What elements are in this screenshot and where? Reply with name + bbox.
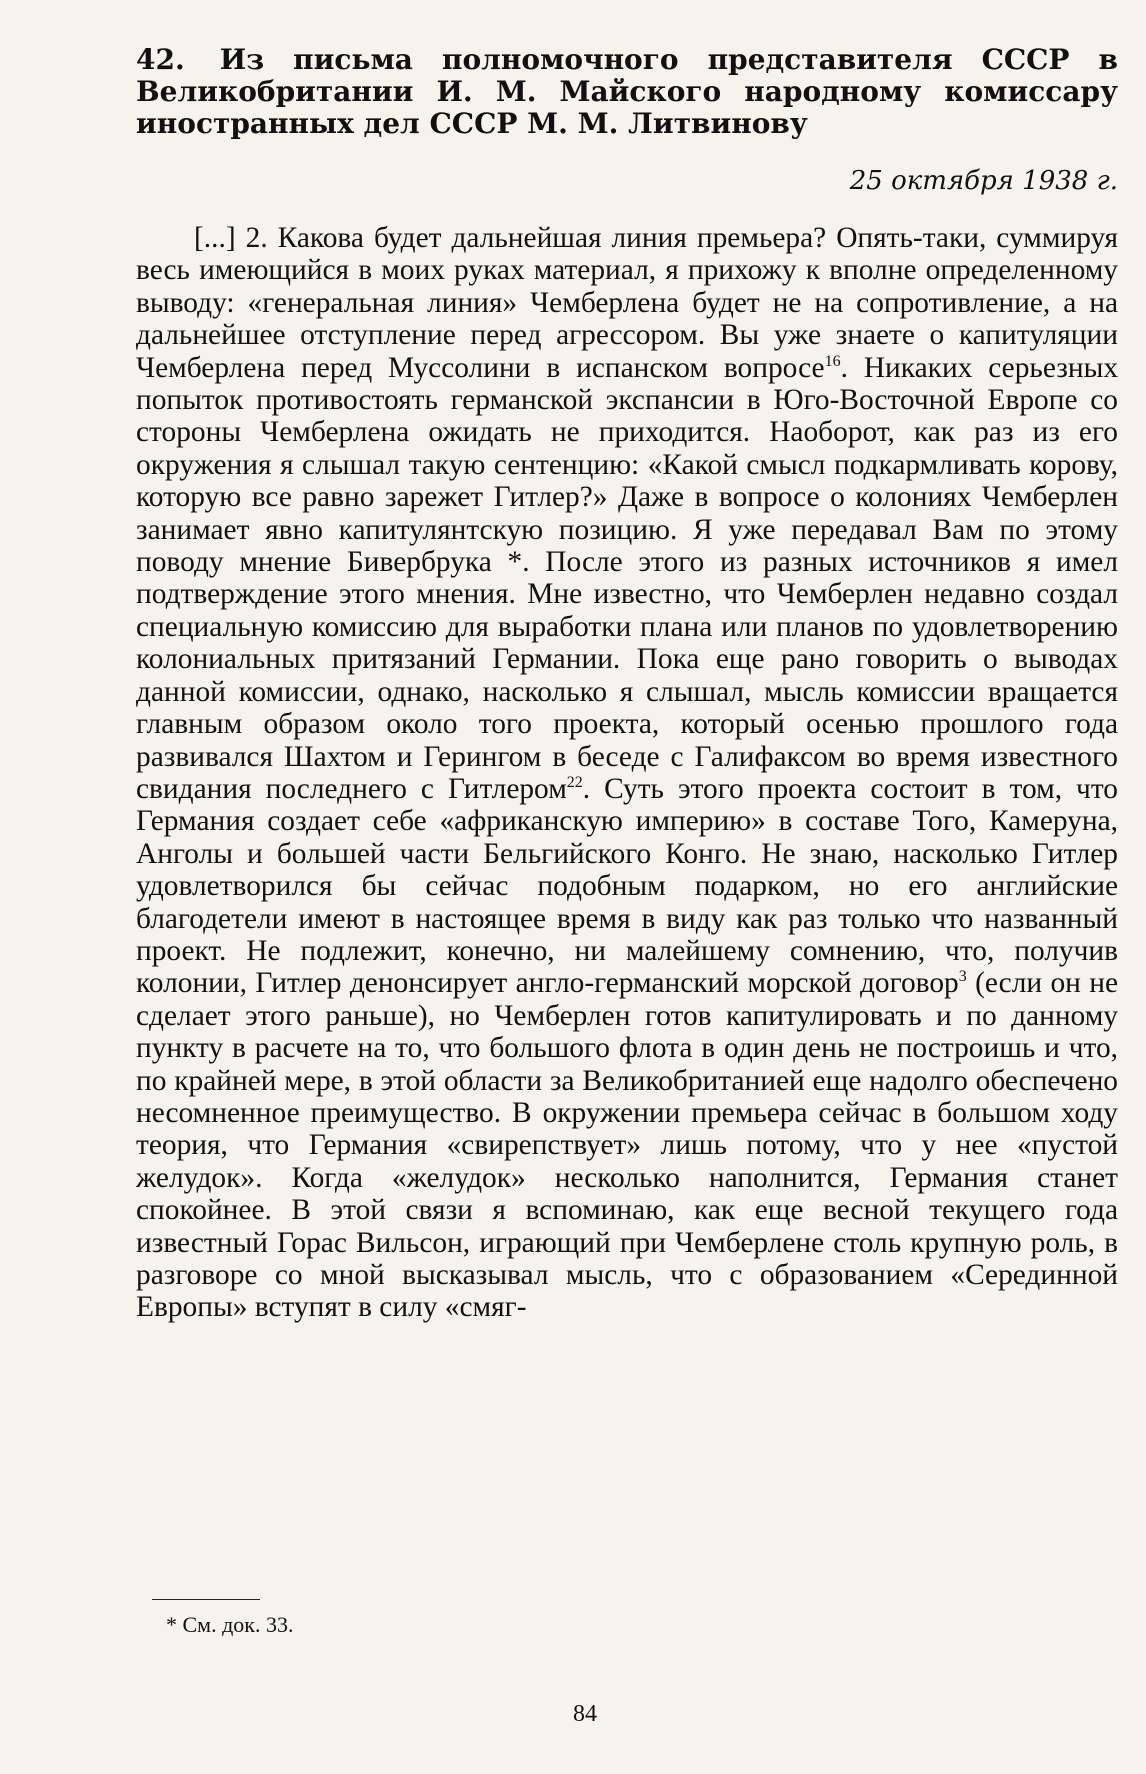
page-number: 84 [573, 1701, 597, 1727]
footnote: * См. док. 33. [166, 1612, 294, 1637]
document-title: Из письма полномочного представителя СССР в Великобритании И. М. Майского народному комиссару иностранных дел СССР М. М. Литвинову [136, 43, 1118, 140]
document-number: 42. [136, 43, 185, 76]
document-date: 25 октября 1938 г. [849, 166, 1118, 196]
footnote-divider [152, 1599, 260, 1600]
text-segment: (если он не сделает этого раньше), но Чемберлен готов капитулировать и по данному пункту в расчете на то, что большого флота в один день не построишь и что, по крайней мере, в этой области за Великобританией еще надолго обеспечено несомненное преимущество. В окружении премьера сейчас в большом ходу теория, что Германия «свирепствует» лишь потому, что у нее «пустой желудок». Когда «желудок» несколько наполнится, Германия станет спокойнее. В этой связи я вспоминаю, как еще весной текущего года известный Горас Вильсон, играющий при Чемберлене столь крупную роль, в разговоре со мной высказывал мысль, что с образованием «Серединной Европы» вступят в силу «смяг- [136, 967, 1118, 1324]
text-segment: . Никаких серьезных попыток противостоять германской экспансии в Юго-Восточной Европе со стороны Чемберлена ожидать не приходится. Наоборот, как раз из его окружения я слышал такую сентенцию: «Какой смысл подкармливать корову, которую все равно зарежет Гитлер?» Даже в вопросе о колониях Чемберлен занимает явно капитулянтскую позицию. Я уже передавал Вам по этому поводу мнение Бивербрука [136, 351, 1118, 579]
note-reference: 22 [566, 774, 583, 792]
letter-paragraph [136, 222, 1118, 1324]
note-reference: 3 [958, 968, 967, 986]
document-heading [136, 44, 1118, 140]
text-segment: . Суть этого проекта состоит в том, что Германия создает себе «африканскую империю» в составе Того, Камеруна, Анголы и большей части Бельгийского Конго. Не знаю, насколько Гитлер удовлетворился бы сейчас подобным подарком, но его английские благодетели имеют в настоящее время в виду как раз только что названный проект. Не подлежит, конечно, ни малейшему сомнению, что, получив колонии, Гитлер денонсирует англо-германский морской договор [136, 772, 1118, 1000]
text-segment: [...] 2. Какова будет дальнейшая линия премьера? Опять-таки, суммируя весь имеющийся в моих руках материал, я прихожу к вполне определенному выводу: «генеральная линия» Чемберлена будет не на сопротивление, а на дальнейшее отступление перед агрессором. Вы уже знаете о капитуляции Чемберлена перед Муссолини в испанском вопросе [136, 222, 1118, 384]
note-reference: 16 [824, 352, 841, 370]
footnote-marker: * [491, 546, 523, 579]
letter-body [136, 222, 1118, 1462]
text-segment: . После этого из разных источников я имел подтверждение этого мнения. Мне известно, что Чемберлен недавно создал специальную комиссию для выработки плана или планов по удовлетворению колониальных притязаний Германии. Пока еще рано говорить о выводах данной комиссии, однако, насколько я слышал, мысль комиссии вращается главным образом около того проекта, который осенью прошлого года развивался Шахтом и Герингом в беседе с Галифаксом во время известного свидания последнего с Гитлером [136, 546, 1118, 805]
